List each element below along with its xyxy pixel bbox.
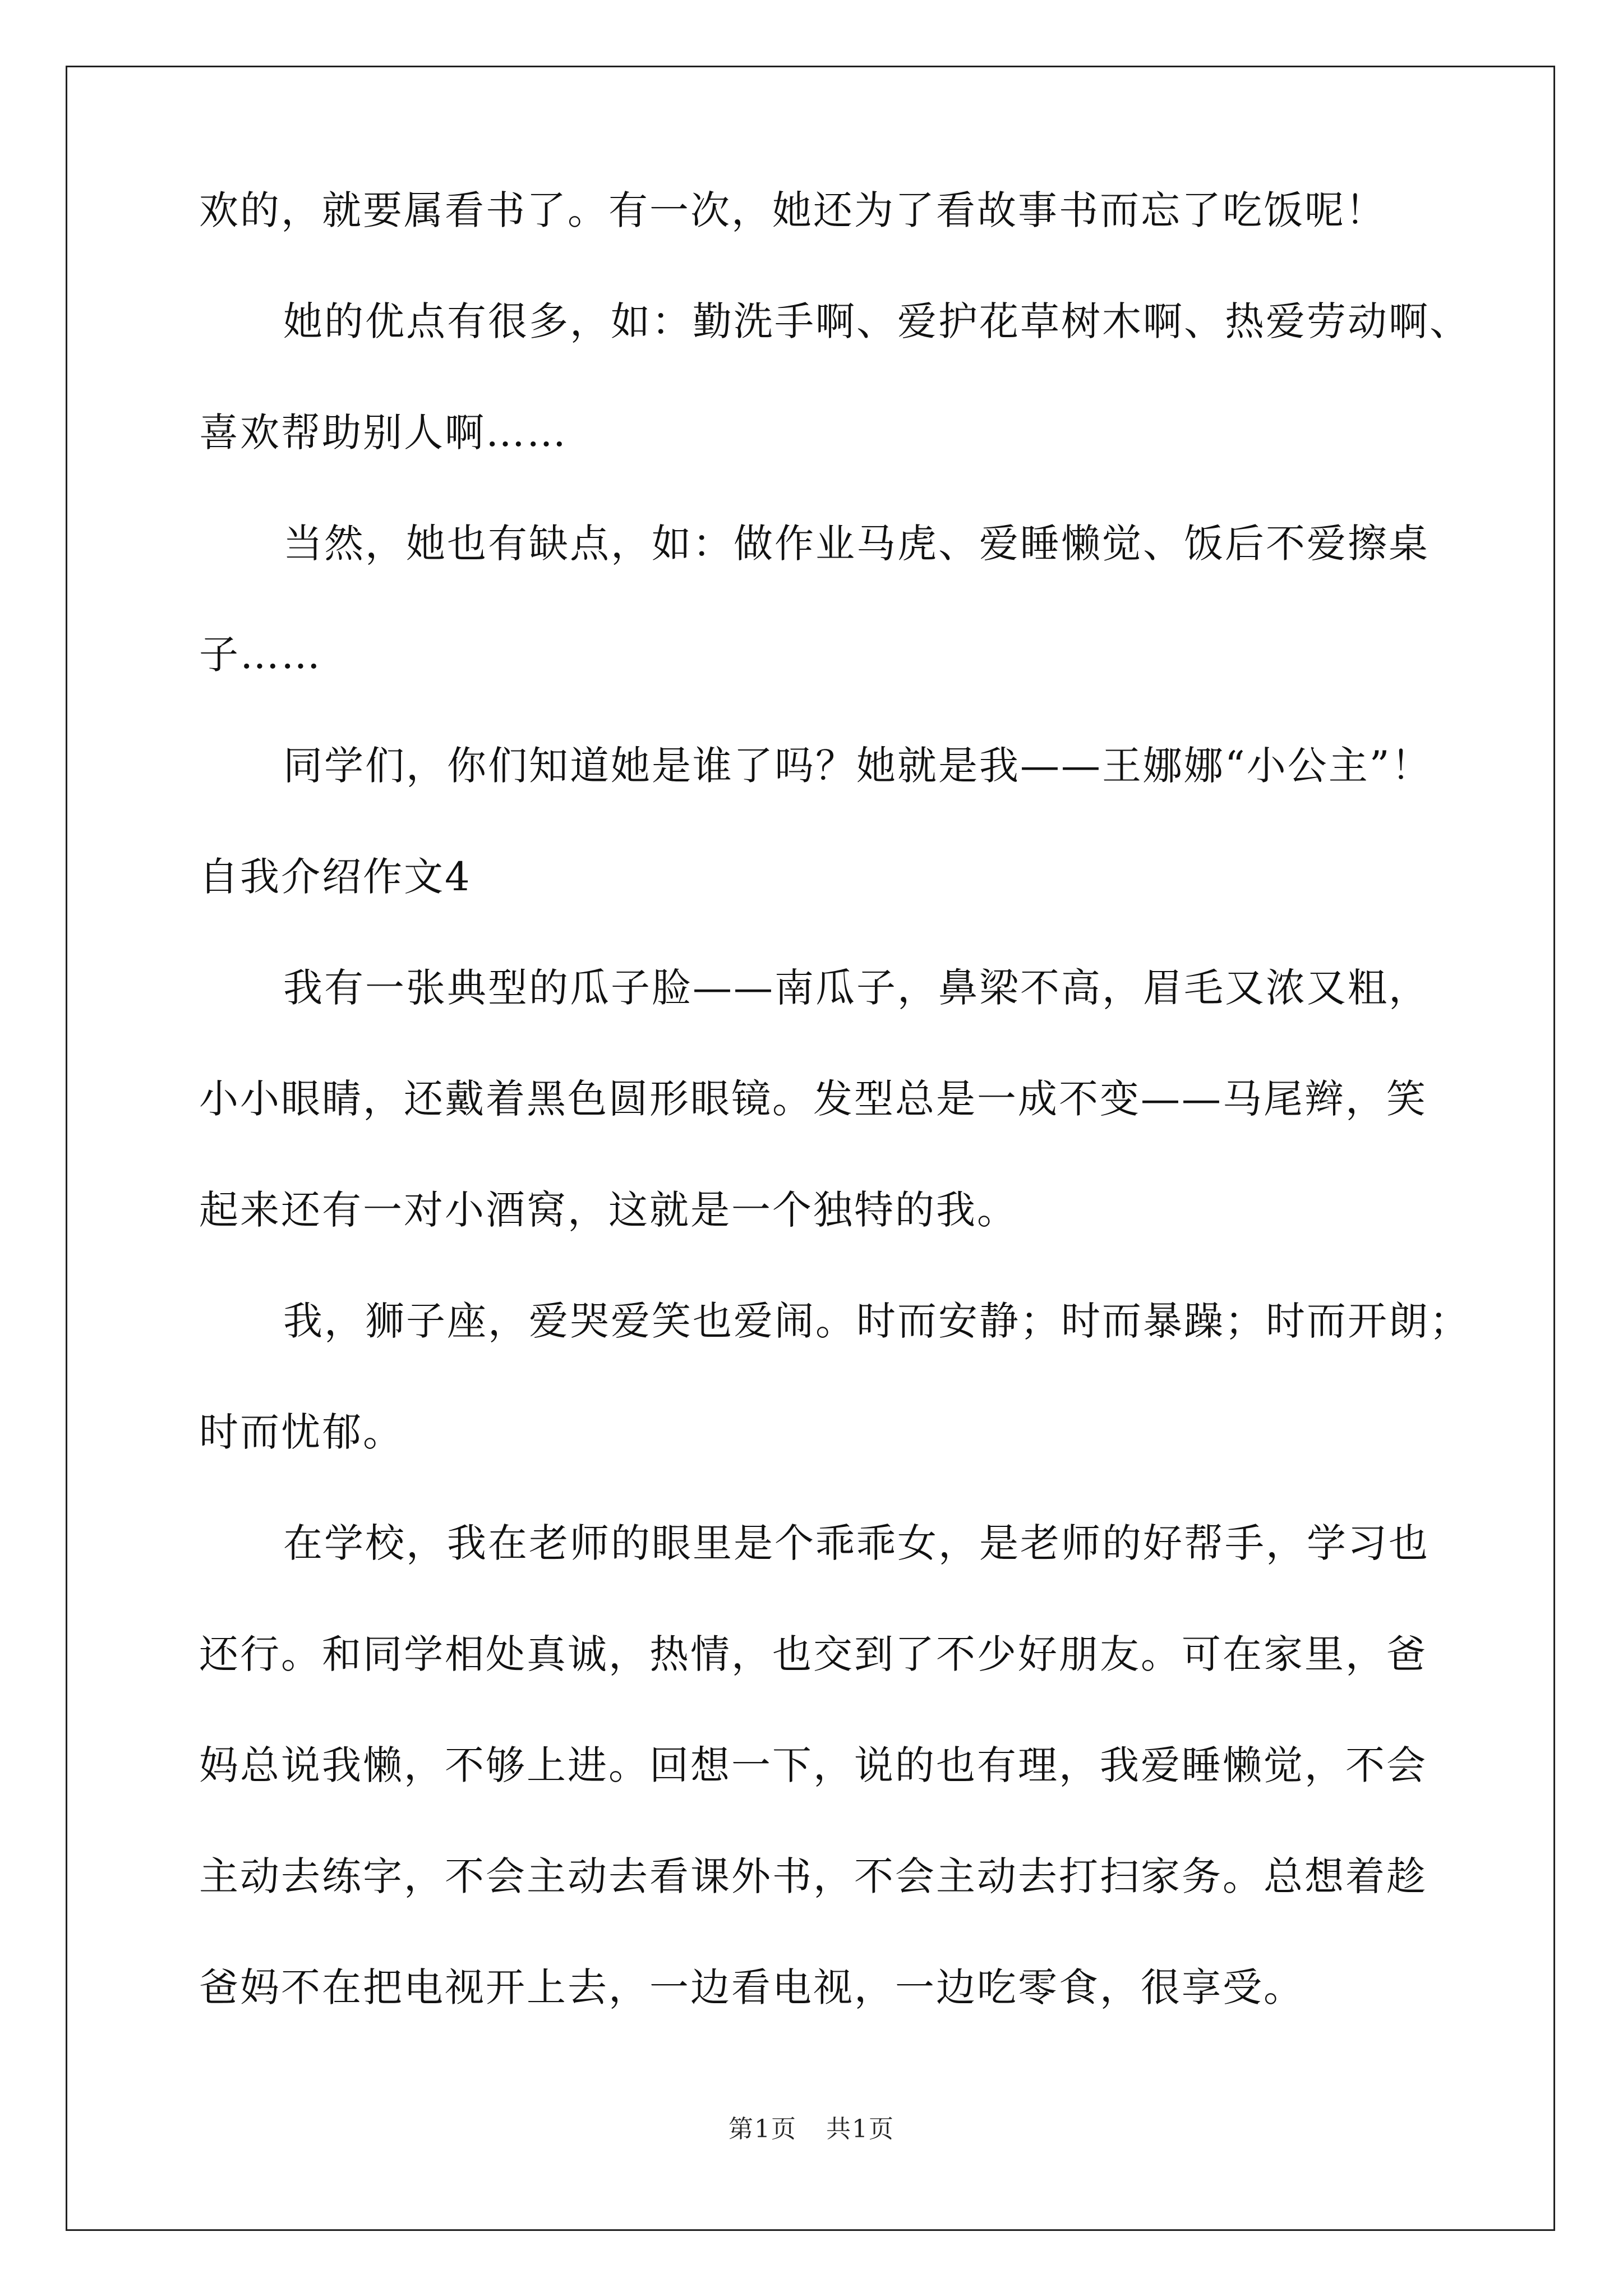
text-line: 子…… [199,632,322,678]
page-total: 共1页 [826,2115,895,2143]
text-line: 我，狮子座，爱哭爱笑也爱闹。时而安静；时而暴躁；时而开朗； [283,1298,1470,1344]
text-line: 我有一张典型的瓜子脸——南瓜子，鼻梁不高，眉毛又浓又粗， [283,965,1430,1011]
section-heading: 自我介绍作文4 [199,854,472,900]
text-line: 同学们，你们知道她是谁了吗？她就是我——王娜娜“小公主”！ [283,743,1432,789]
document-body [199,187,1470,2079]
text-line: 主动去练字，不会主动去看课外书，不会主动去打扫家务。总想着趁 [199,1853,1427,1899]
text-line: 妈总说我懒，不够上进。回想一下，说的也有理，我爱睡懒觉，不会 [199,1742,1427,1788]
text-line: 起来还有一对小酒窝，这就是一个独特的我。 [199,1187,1018,1233]
text-line: 在学校，我在老师的眼里是个乖乖女，是老师的好帮手，学习也 [283,1520,1430,1566]
text-line: 她的优点有很多，如：勤洗手啊、爱护花草树木啊、热爱劳动啊、 [283,298,1470,344]
page-footer [0,2116,1623,2143]
text-line: 小小眼睛，还戴着黑色圆形眼镜。发型总是一成不变——马尾辫，笑 [199,1076,1427,1122]
page-number: 第1页 [728,2115,797,2143]
text-line: 欢的，就要属看书了。有一次，她还为了看故事书而忘了吃饭呢！ [199,187,1386,233]
text-line: 爸妈不在把电视开上去，一边看电视，一边吃零食，很享受。 [199,1964,1304,2010]
text-line: 喜欢帮助别人啊…… [199,409,568,455]
text-line: 当然，她也有缺点，如：做作业马虎、爱睡懒觉、饭后不爱擦桌 [283,521,1430,567]
text-line: 还行。和同学相处真诚，热情，也交到了不少好朋友。可在家里，爸 [199,1631,1427,1677]
text-line: 时而忧郁。 [199,1409,404,1455]
